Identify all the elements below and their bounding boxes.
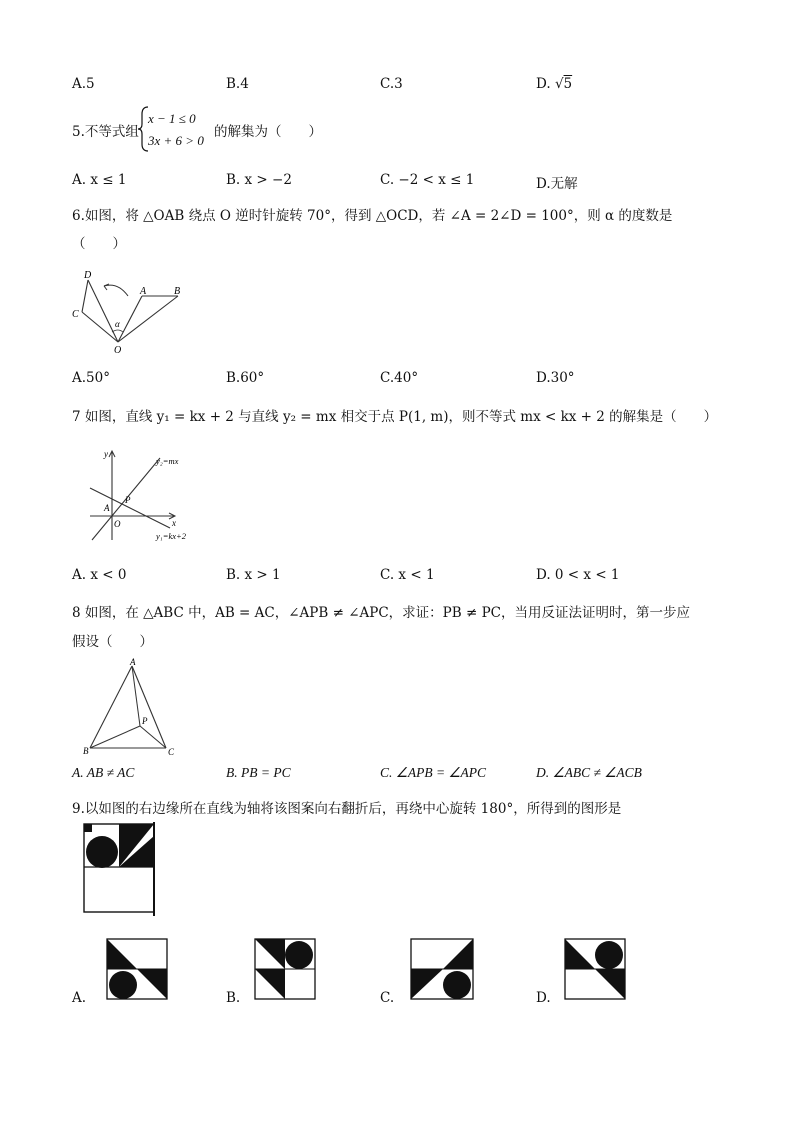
q6-label-a: A: [140, 286, 147, 297]
q6-label-alpha: α: [115, 319, 120, 329]
q5-system: [148, 108, 204, 152]
q8-label-p: P: [142, 716, 148, 726]
q7-figure: [86, 448, 206, 544]
q9-source-figure: [80, 822, 160, 916]
q7-label-p: P: [125, 495, 131, 505]
q9-option-d: D.: [536, 990, 551, 1006]
q5-option-b: B. x > −2: [226, 172, 292, 188]
q5-option-c: C. −2 < x ≤ 1: [380, 172, 475, 188]
q9-choice-b-figure: [254, 938, 316, 1000]
q5-option-a: A. x ≤ 1: [72, 172, 127, 188]
q7-label-x: x: [172, 518, 176, 528]
q8-option-b: B. PB = PC: [226, 765, 291, 780]
q7-option-d: D. 0 < x < 1: [536, 567, 620, 583]
q7-label-a: A: [104, 503, 110, 513]
q8-label-a: A: [130, 657, 136, 667]
q8-label-b: B: [83, 746, 89, 756]
q8-stem-line1: 8 如图，在 △ABC 中，AB = AC，∠APB ≠ ∠APC，求证：PB ≠ PC，当用反证法证明时，第一步应: [72, 605, 690, 621]
q6-label-d: D: [84, 270, 92, 281]
q7-option-a: A. x < 0: [72, 567, 127, 583]
q9-choice-c-figure: [410, 938, 474, 1000]
q7-stem: 7 如图，直线 y₁ = kx + 2 与直线 y₂ = mx 相交于点 P(1, m)，则不等式 mx < kx + 2 的解集是（ ）: [72, 409, 718, 425]
q6-label-c: C: [72, 309, 79, 320]
sqrt5-symbol: √5: [554, 76, 573, 92]
q6-label-b: B: [174, 286, 181, 297]
q8-option-d: D. ∠ABC ≠ ∠ACB: [536, 765, 642, 780]
q7-option-c: C. x < 1: [380, 567, 435, 583]
q6-stem-line1: 6.如图，将 △OAB 绕点 O 逆时针旋转 70°，得到 △OCD，若 ∠A = 2∠D = 100°，则 α 的度数是: [72, 208, 673, 224]
q5-option-d: D.无解: [536, 176, 578, 192]
q5-prefix: 5.不等式组: [72, 124, 139, 140]
q6-option-b: B.60°: [226, 370, 265, 386]
q9-option-b: B.: [226, 990, 241, 1006]
q7-label-y: y: [104, 449, 108, 459]
q4-option-a: A.5: [72, 76, 95, 92]
q9-option-a: A.: [72, 990, 87, 1006]
q5-inequality-1: x − 1 ≤ 0: [148, 111, 196, 126]
q9-choice-d-figure: [564, 938, 626, 1000]
q7-label-o: O: [114, 519, 121, 529]
q9-stem: 9.以如图的右边缘所在直线为轴将该图案向右翻折后，再绕中心旋转 180°，所得到的图形是: [72, 801, 622, 817]
q6-label-o: O: [114, 345, 122, 356]
q6-stem-line2: （ ）: [72, 236, 126, 252]
q5-suffix: 的解集为（ ）: [214, 124, 322, 140]
q4-option-d-label: D.: [536, 76, 551, 92]
q7-option-b: B. x > 1: [226, 567, 281, 583]
q5-inequality-2: 3x + 6 > 0: [148, 133, 204, 148]
q4-option-d: [536, 76, 572, 92]
q7-label-y2: y₂=mx: [156, 456, 179, 466]
q8-option-a: A. AB ≠ AC: [72, 765, 135, 780]
q4-option-b: B.4: [226, 76, 249, 92]
q7-label-y1: y₁=kx+2: [156, 531, 186, 541]
q4-option-c: C.3: [380, 76, 403, 92]
q6-option-a: A.50°: [72, 370, 110, 386]
q6-option-d: D.30°: [536, 370, 575, 386]
q6-figure: [72, 266, 192, 354]
q8-option-c: C. ∠APB = ∠APC: [380, 765, 487, 780]
q6-option-c: C.40°: [380, 370, 419, 386]
q8-figure: [82, 658, 182, 758]
q8-label-c: C: [168, 747, 175, 757]
q9-option-c: C.: [380, 990, 395, 1006]
q8-stem-line2: 假设（ ）: [72, 634, 153, 650]
q9-choice-a-figure: [106, 938, 168, 1000]
